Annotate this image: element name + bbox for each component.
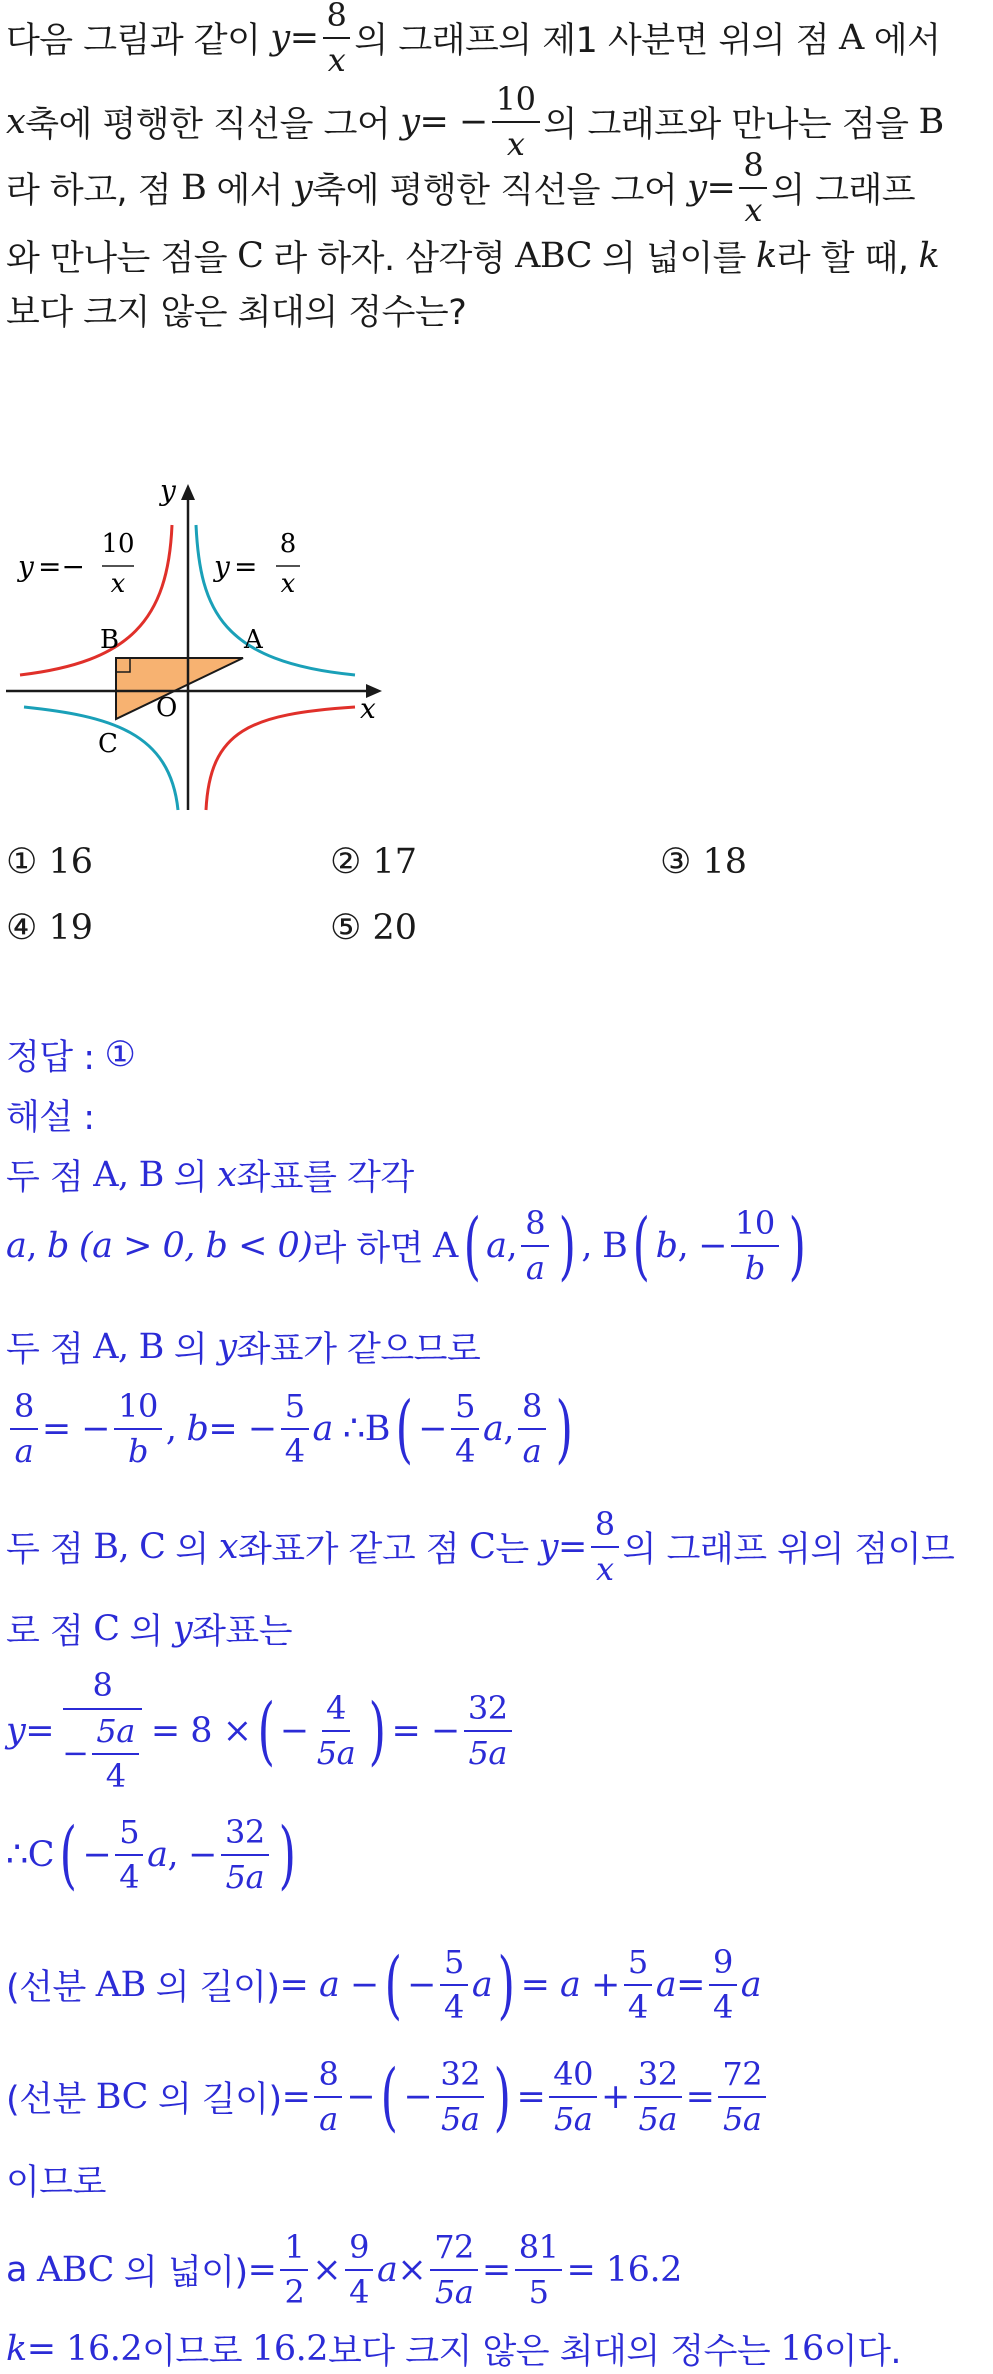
equals-value: = 16.2 — [26, 2329, 143, 2369]
comma: , — [165, 1409, 177, 1449]
numerator: 8 — [591, 1506, 619, 1548]
denominator: 4 — [712, 1988, 733, 2026]
point-label: A — [93, 1327, 119, 1367]
denominator: 4 — [119, 1858, 140, 1896]
left-paren: ( — [257, 1688, 275, 1774]
triangle-abc — [116, 658, 243, 719]
fraction — [281, 1388, 309, 1470]
text: 좌표가 같으므로 — [236, 1330, 481, 1370]
solution-line-6 — [6, 1604, 987, 1654]
fraction — [624, 1944, 652, 2026]
var-k: k — [6, 2329, 27, 2369]
choice-value: 20 — [372, 908, 418, 948]
numerator: 1 — [280, 2229, 308, 2271]
point-label: B — [602, 1226, 628, 1266]
lhs-y: y — [214, 550, 230, 583]
answer-value: ① — [104, 1035, 136, 1075]
comma: , — [118, 1527, 130, 1567]
var-x: x — [218, 1527, 238, 1567]
text: 보다 크지 않은 최대의 정수는? — [6, 293, 467, 333]
point-label: C — [237, 236, 264, 276]
fraction — [731, 1205, 779, 1287]
final-answer: 16 — [780, 2329, 824, 2369]
times: × — [397, 2250, 427, 2290]
curve-y-8-over-x-q1 — [196, 525, 355, 675]
numerator: 8 — [63, 1667, 143, 1710]
denominator: a — [525, 1249, 545, 1287]
text: 의 — [129, 1612, 163, 1652]
numerator: 32 — [221, 1814, 269, 1856]
comma: , — [677, 1226, 689, 1266]
var-k: k — [918, 236, 940, 276]
text: 이다. — [823, 2332, 902, 2372]
graph-figure — [0, 470, 400, 815]
denominator: 5a — [316, 1734, 356, 1772]
point-label: B — [138, 1327, 164, 1367]
numerator: 32 — [436, 2056, 484, 2098]
fraction — [436, 2056, 484, 2138]
problem-line-1 — [6, 0, 987, 79]
denominator: 4 — [349, 2273, 369, 2311]
var-a: a — [312, 1409, 333, 1449]
numerator: 72 — [430, 2229, 478, 2271]
var-y: y — [687, 168, 707, 208]
equals: = — [516, 2077, 546, 2117]
equals-minus: = − — [391, 1711, 460, 1751]
comma: , — [506, 1226, 518, 1266]
point-label: C — [469, 1527, 496, 1567]
text: 라 하고, 점 — [6, 171, 172, 211]
var-b: b — [186, 1409, 209, 1449]
left-paren: ( — [384, 1942, 402, 2028]
denominator: x — [506, 125, 525, 163]
text: 축에 평행한 직선을 그어 — [25, 105, 391, 145]
numerator: 10 — [492, 81, 540, 123]
problem-line-4 — [6, 226, 987, 286]
fraction — [345, 2229, 373, 2311]
denominator: x — [595, 1550, 614, 1588]
right-paren: ) — [278, 1812, 296, 1898]
numerator: 40 — [549, 2056, 597, 2098]
therefore-c: ∴C — [6, 1835, 55, 1875]
point-c-label: C — [98, 729, 118, 759]
origin-label: O — [156, 693, 178, 723]
var-y: y — [538, 1527, 558, 1567]
minus: − — [698, 1226, 728, 1266]
equals: = — [557, 1527, 587, 1567]
solution-line-9 — [6, 1940, 987, 2030]
text: 와 만나는 점을 — [6, 239, 228, 279]
equals-times: = 8 × — [150, 1711, 252, 1751]
fraction — [464, 1690, 512, 1772]
equals-minus: = − — [419, 102, 488, 142]
numerator: 5a — [92, 1713, 138, 1755]
denominator: 5a — [553, 2100, 593, 2138]
fraction — [518, 1388, 546, 1470]
text: 라 하자. 삼각형 — [273, 239, 506, 279]
problem-line-2 — [6, 80, 987, 163]
numerator: 32 — [634, 2056, 682, 2098]
var-a: a — [486, 1226, 507, 1266]
right-paren: ) — [555, 1386, 573, 1472]
solution-line-8 — [6, 1810, 987, 1900]
solution-line-7 — [6, 1666, 987, 1796]
text: (선분 — [6, 2080, 86, 2120]
comma: , — [26, 1226, 38, 1266]
choice-value: 18 — [702, 842, 748, 882]
denominator: b — [744, 1249, 765, 1287]
numerator: 10 — [114, 1388, 162, 1430]
point-label: B — [181, 168, 207, 208]
fraction — [591, 1506, 619, 1588]
fraction — [115, 1814, 143, 1896]
fraction — [739, 147, 767, 229]
choice-number: ③ — [660, 842, 692, 882]
denominator: x — [280, 569, 296, 599]
solution-line-11 — [6, 2155, 987, 2205]
text: 라 하면 — [312, 1229, 424, 1269]
var-a: a — [482, 1409, 504, 1449]
choice-number: ② — [330, 842, 362, 882]
denominator: x — [110, 569, 126, 599]
var-a: a — [6, 1226, 27, 1266]
text: 두 점 — [6, 1330, 84, 1370]
numerator: 10 — [101, 529, 135, 559]
curve-y-minus-10-over-x-q2 — [20, 525, 172, 675]
denominator: a — [522, 1432, 542, 1470]
fraction — [718, 2056, 766, 2138]
numerator: 8 — [323, 0, 351, 39]
text: 좌표를 각각 — [236, 1158, 414, 1198]
numerator: 8 — [279, 529, 297, 559]
var-y: y — [6, 1711, 26, 1751]
triangle-label: ABC — [36, 2250, 114, 2290]
text: 이므로 — [6, 2163, 106, 2203]
fraction — [515, 2229, 563, 2311]
text: 의 길이) — [155, 1968, 280, 2008]
plus: + — [601, 2077, 630, 2117]
equals-a-minus: = a − — [279, 1965, 379, 2005]
fraction — [221, 1814, 269, 1896]
equals-minus: = − — [41, 1409, 111, 1449]
denominator: 4 — [284, 1432, 305, 1470]
comma: , — [503, 1409, 514, 1449]
minus: − — [418, 1409, 448, 1449]
numerator: 32 — [464, 1690, 512, 1732]
fraction — [10, 1388, 38, 1470]
right-paren: ) — [493, 2054, 511, 2140]
var-y: y — [217, 1327, 237, 1367]
denominator: a — [14, 1432, 34, 1470]
var-a: a — [147, 1835, 168, 1875]
var-a: a — [740, 1965, 762, 2005]
numerator: 81 — [515, 2229, 563, 2271]
point-label: A — [839, 18, 864, 58]
fraction — [314, 2056, 342, 2138]
problem-line-3 — [6, 146, 987, 229]
solution-line-1 — [6, 1150, 987, 1200]
right-paren: ) — [368, 1688, 386, 1774]
text: a — [6, 2250, 27, 2290]
text: 의 넓이를 — [602, 239, 746, 279]
numerator: 8 — [314, 2056, 342, 2098]
complex-fraction — [58, 1667, 147, 1794]
point-label: B — [918, 102, 944, 142]
minus: − — [346, 2077, 376, 2117]
var-y: y — [270, 18, 290, 58]
equals: = — [481, 2250, 511, 2290]
numerator: 5 — [115, 1814, 143, 1856]
denominator: 5a — [723, 2100, 762, 2138]
denominator: 4 — [443, 1988, 464, 2026]
equals: = — [676, 1965, 705, 2005]
choice-4[interactable] — [6, 908, 93, 948]
choice-value: 17 — [372, 842, 418, 882]
solution-line-13 — [6, 2325, 987, 2373]
choice-1[interactable] — [6, 842, 93, 882]
left-paren: ( — [59, 1812, 77, 1898]
text: 축에 평행한 직선을 그어 — [312, 171, 678, 211]
denominator: 4 — [105, 1756, 126, 1795]
equals: = — [706, 168, 736, 208]
text: 좌표는 — [192, 1612, 293, 1652]
numerator: 10 — [731, 1205, 779, 1247]
text: 의 — [173, 1158, 208, 1198]
curve-y-minus-10-over-x-q4 — [206, 707, 355, 810]
numerator: 9 — [709, 1944, 737, 1986]
answer-line — [6, 1030, 987, 1080]
denominator: 5a — [441, 2100, 480, 2138]
text: (선분 — [6, 1968, 86, 2008]
solution-line-3 — [6, 1322, 987, 1372]
choice-value: 16 — [48, 842, 94, 882]
choice-3[interactable] — [660, 842, 747, 882]
var-x: x — [6, 102, 26, 142]
text: 의 그래프의 제1 사분면 위의 점 — [354, 21, 830, 61]
var-y: y — [292, 168, 313, 208]
explain-label: 해설 : — [6, 1098, 95, 1138]
var-y: y — [400, 102, 420, 142]
minus: − — [82, 1835, 112, 1875]
right-paren: ) — [497, 1942, 515, 2028]
numerator: 9 — [345, 2229, 373, 2271]
inner-fraction — [92, 1713, 138, 1795]
text: 의 길이) — [157, 2080, 282, 2120]
text: 의 그래프 — [771, 171, 916, 211]
text: 의 그래프와 만나는 점을 — [543, 105, 909, 145]
var-x: x — [217, 1155, 237, 1195]
var-y: y — [172, 1609, 193, 1649]
equals-result: = 16.2 — [566, 2250, 682, 2290]
fraction — [440, 1944, 468, 2026]
minus: − — [62, 1734, 89, 1773]
solution-line-10 — [6, 2052, 987, 2142]
text: 좌표가 같고 점 — [237, 1530, 460, 1570]
point-label: B — [93, 1527, 119, 1567]
segment-label: AB — [95, 1965, 146, 2005]
fraction — [451, 1388, 479, 1470]
var-b: b — [47, 1226, 69, 1266]
text: 에서 — [216, 171, 283, 211]
text: 다음 그림과 같이 — [6, 21, 261, 61]
numerator: 8 — [521, 1205, 549, 1247]
solution-line-5 — [6, 1504, 987, 1590]
segment-label: BC — [95, 2077, 148, 2117]
denominator: 4 — [455, 1432, 475, 1470]
denominator: 5 — [528, 2273, 549, 2311]
choice-number: ⑤ — [330, 908, 362, 948]
equals: = — [247, 2250, 277, 2290]
left-function-label — [16, 529, 135, 599]
left-paren: ( — [463, 1203, 481, 1289]
left-paren: ( — [395, 1386, 413, 1472]
text: 의 — [175, 1530, 209, 1570]
denominator: a — [319, 2100, 338, 2138]
denominator: 5a — [434, 2273, 474, 2311]
y-axis-label: y — [160, 474, 176, 507]
right-paren: ) — [788, 1203, 806, 1289]
numerator: 8 — [739, 147, 767, 189]
numerator: 5 — [281, 1388, 309, 1430]
explain-label-line — [6, 1090, 987, 1140]
choice-2[interactable] — [330, 842, 417, 882]
numerator: 5 — [451, 1388, 479, 1430]
text: 로 점 — [6, 1612, 84, 1652]
comma: , — [118, 1155, 129, 1195]
minus: − — [407, 1965, 436, 2005]
point-label: A — [93, 1155, 119, 1195]
var-k: k — [755, 236, 777, 276]
equals: = — [685, 2077, 715, 2117]
point-label: A — [433, 1226, 458, 1266]
fraction — [634, 2056, 682, 2138]
choice-value: 19 — [48, 908, 94, 948]
denominator: x — [744, 191, 763, 229]
var-a: a — [376, 2250, 398, 2290]
numerator: 4 — [322, 1690, 350, 1732]
point-label: C — [93, 1609, 120, 1649]
point-label: C — [139, 1527, 166, 1567]
denominator: 5a — [468, 1734, 507, 1772]
text: 의 그래프 위의 점이므 — [622, 1530, 955, 1570]
left-paren: ( — [380, 2054, 398, 2140]
denominator: 4 — [627, 1988, 648, 2026]
text: 의 넓이) — [123, 2253, 248, 2293]
minus: − — [403, 2077, 433, 2117]
choice-5[interactable] — [330, 908, 417, 948]
text: 두 점 — [6, 1530, 84, 1570]
text: 두 점 — [6, 1158, 84, 1198]
comma: , — [118, 1327, 129, 1367]
comma: , — [167, 1835, 179, 1875]
equals-a-plus: = a + — [520, 1965, 620, 2005]
equals: = — [281, 2077, 311, 2117]
problem-line-5 — [6, 280, 987, 340]
fraction — [313, 1690, 359, 1772]
denominator: 2 — [284, 2273, 305, 2311]
right-paren: ) — [558, 1203, 576, 1289]
var-a: a — [471, 1965, 493, 2005]
minus: − — [279, 1711, 309, 1751]
point-a-label: A — [244, 625, 263, 655]
numerator: 72 — [718, 2056, 766, 2098]
denominator: b — [128, 1432, 148, 1470]
fraction — [114, 1388, 162, 1470]
text: 에서 — [873, 21, 941, 61]
minus: − — [188, 1835, 217, 1875]
fraction — [280, 2229, 308, 2311]
eq: = — [234, 550, 258, 583]
text: 이므로 — [142, 2332, 243, 2372]
text: 보다 크지 않은 최대의 정수는 — [327, 2332, 771, 2372]
denominator: 5a — [225, 1858, 265, 1896]
denominator — [58, 1710, 147, 1795]
equals: = — [25, 1711, 55, 1751]
choice-number: ④ — [6, 908, 38, 948]
y-axis-arrow — [181, 484, 195, 500]
point-label: B — [138, 1155, 164, 1195]
numerator: 5 — [440, 1944, 468, 1986]
denominator: x — [327, 41, 346, 79]
eq: =− — [38, 550, 85, 583]
condition: (a > 0, b < 0) — [78, 1226, 313, 1266]
choice-number: ① — [6, 842, 38, 882]
fraction — [709, 1944, 737, 2026]
fraction — [430, 2229, 478, 2311]
var-a: a — [655, 1965, 677, 2005]
value: 16.2 — [252, 2329, 328, 2369]
times: × — [312, 2250, 342, 2290]
equals-minus: = − — [208, 1409, 277, 1449]
fraction — [521, 1205, 549, 1287]
lhs-y: y — [18, 550, 34, 583]
numerator: 8 — [10, 1388, 38, 1430]
point-b-label: B — [100, 625, 120, 655]
right-function-label — [212, 529, 300, 599]
fraction — [323, 0, 351, 79]
triangle-label: ABC — [515, 236, 593, 276]
fraction — [549, 2056, 597, 2138]
equals: = — [289, 18, 319, 58]
left-paren: ( — [632, 1203, 650, 1289]
text: 라 할 때, — [776, 239, 909, 279]
solution-line-2: a , b (a > 0, b < 0) 라 하면 A ( a , $\frac{8}{a}$ ) , B ( b , − $\frac{10}{b}$ ) — [6, 1203, 806, 1289]
x-axis-label: x — [360, 692, 376, 725]
denominator: 5a — [638, 2100, 677, 2138]
solution-line-4 — [6, 1384, 987, 1474]
solution-line-12 — [6, 2225, 987, 2315]
var-b: b — [655, 1226, 678, 1266]
text: 는 — [495, 1530, 529, 1570]
text: 의 — [173, 1330, 208, 1370]
numerator: 8 — [518, 1388, 546, 1430]
therefore-b: ∴B — [342, 1409, 390, 1449]
numerator: 5 — [624, 1944, 652, 1986]
answer-label: 정답 : — [6, 1038, 95, 1078]
